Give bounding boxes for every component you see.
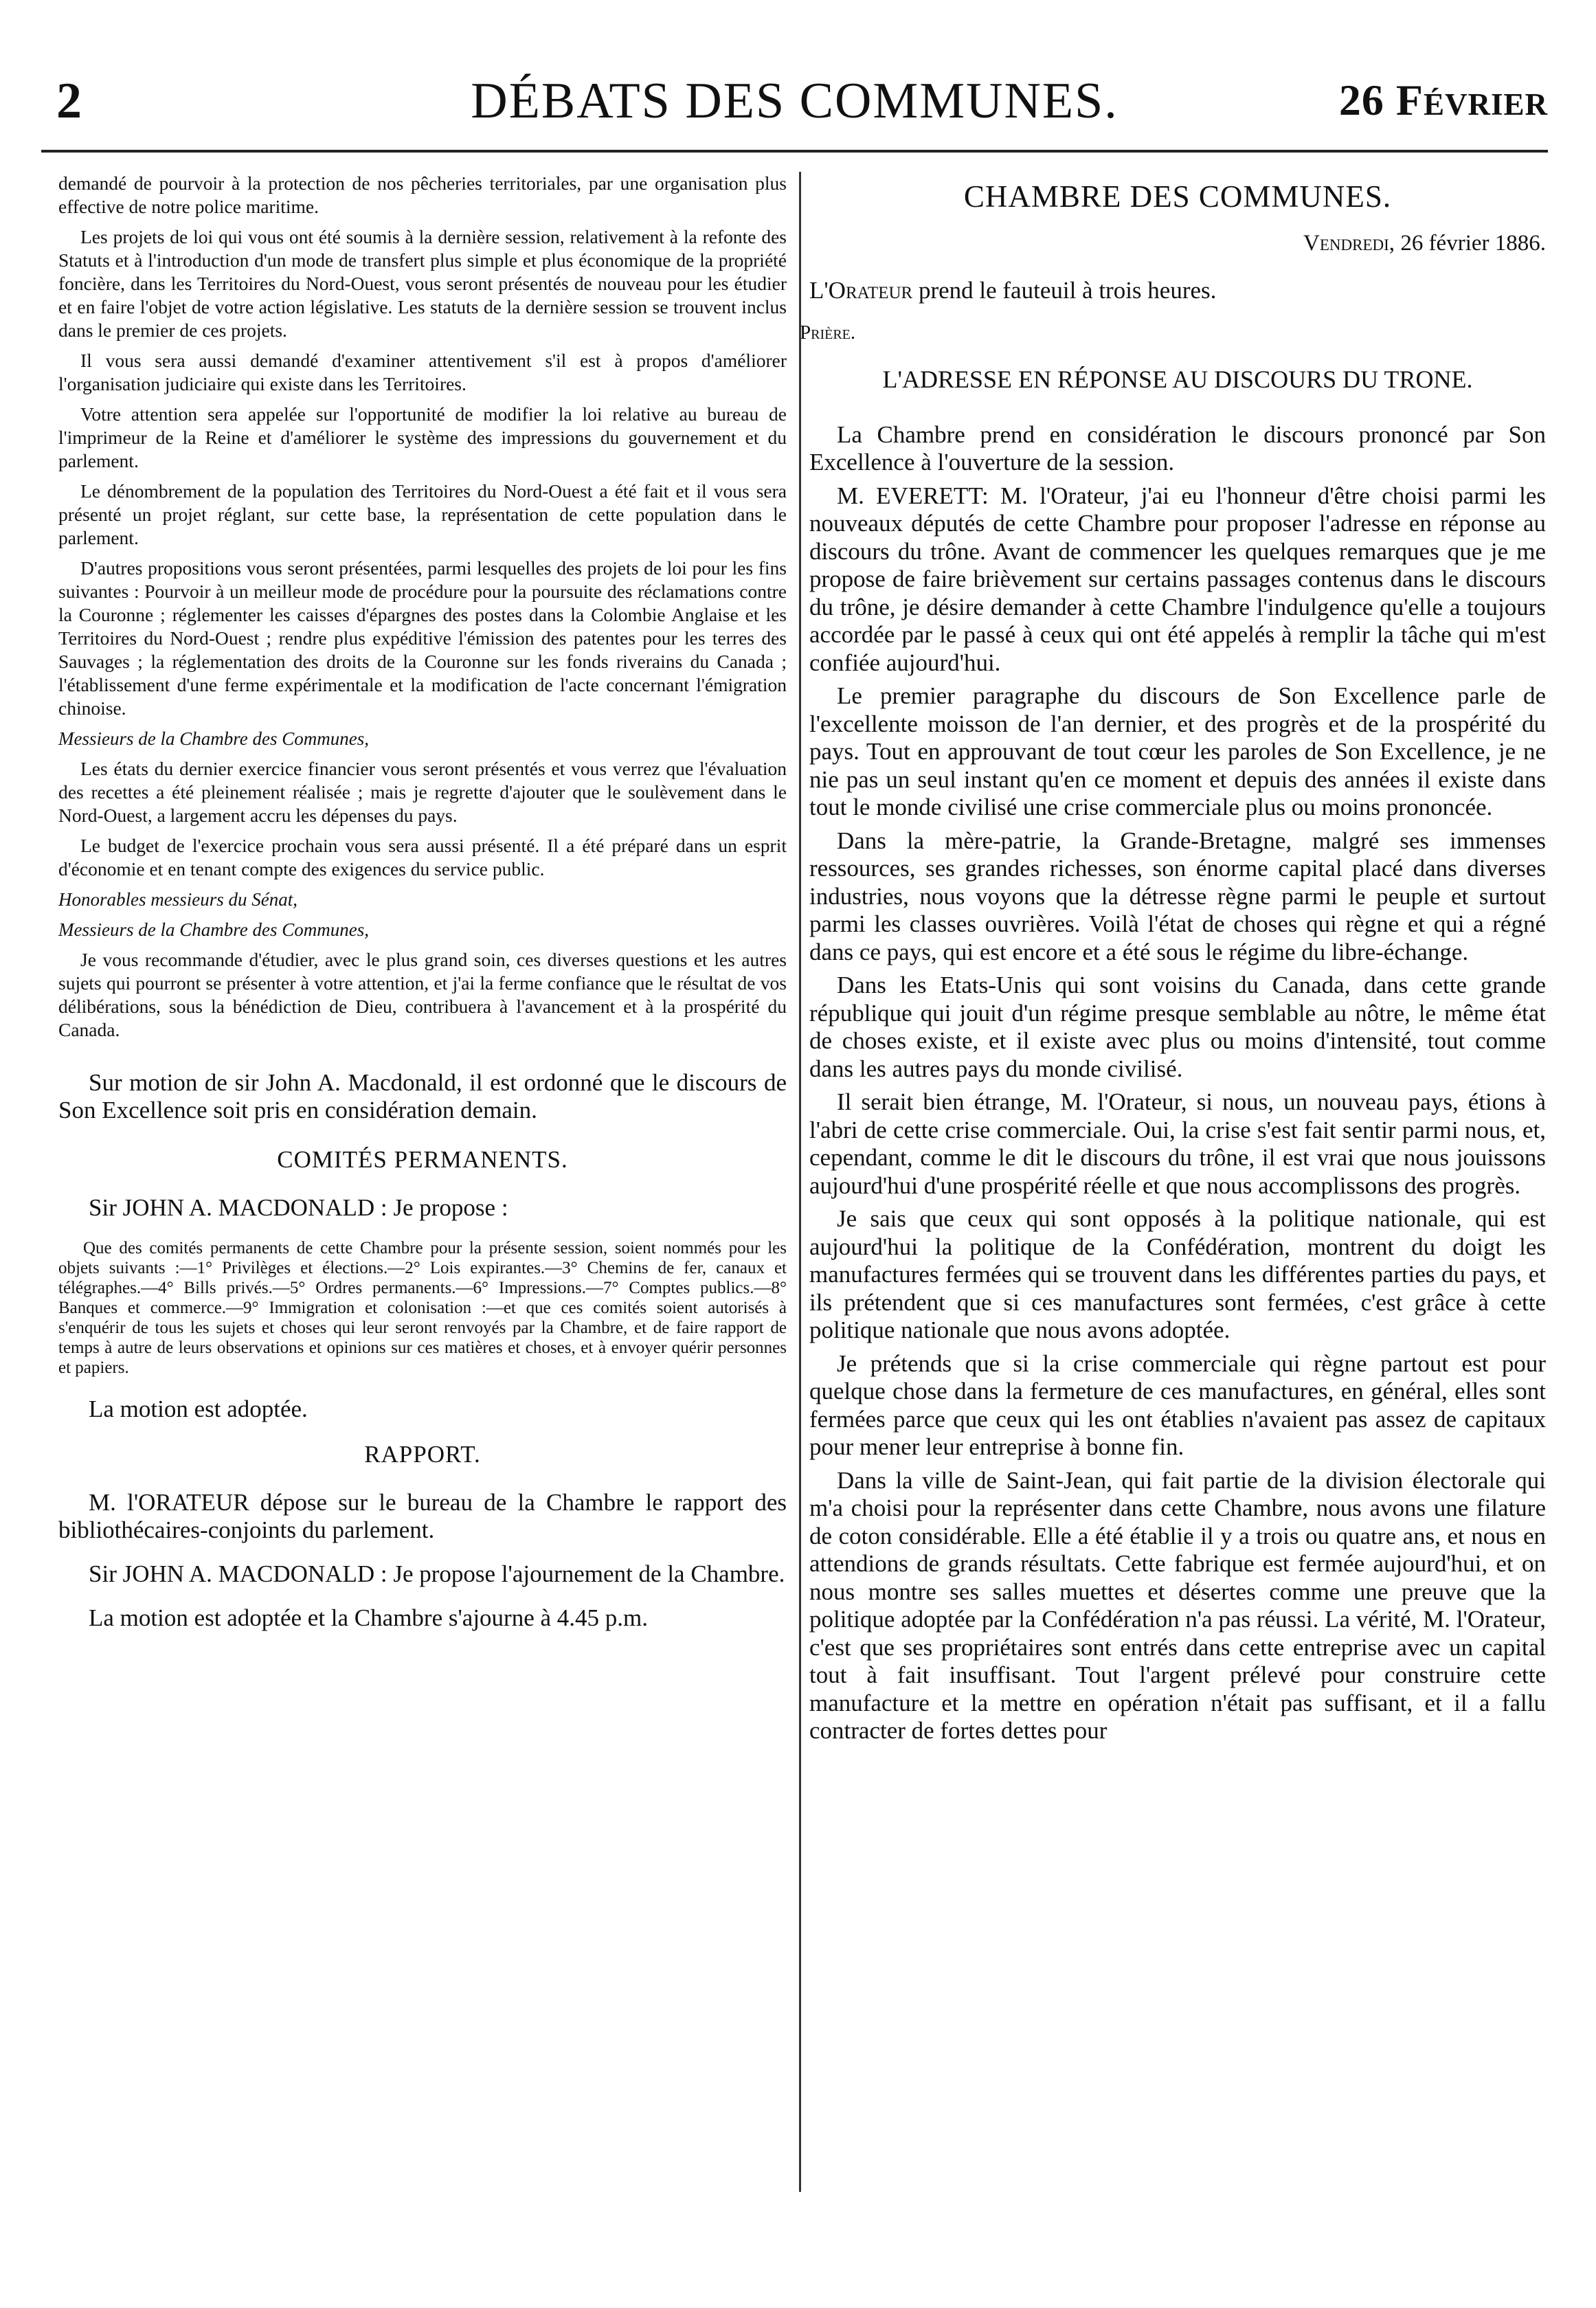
paragraph: Le premier paragraphe du discours de Son Excellence parle de l'excellente moisson de l'an dernier, et des progrès et de la prospérité du pays. Tout en approuvant de tout cœur les paroles de Son Excellence, je ne nie pas un seul instant qu'en ce moment et depuis des années il existe dans tout le monde civilisé une crise commerciale plus ou moins prononcée. (809, 682, 1546, 820)
orateur-text: prend le fauteuil à trois heures. (918, 277, 1217, 304)
orateur-line (809, 277, 1546, 305)
paragraph: Votre attention sera appelée sur l'opportunité de modifier la loi relative au bureau de l'imprimeur de la Reine et d'améliorer le système des impressions du gouvernement et du parlement. (58, 403, 787, 471)
paragraph: Je sais que ceux qui sont opposés à la politique nationale, qui est aujourd'hui la politique de la Confédération, montrent du doigt les manufactures fermées qui se trouvent dans les différentes parties du pays, et ils prétendent que si ces manufactures sont fermées, c'est grâce à cette politique nationale que nous avons adoptée. (809, 1205, 1546, 1343)
sitting-date-text: 26 février 1886. (1400, 231, 1546, 256)
motion-adopted: La motion est adoptée. (89, 1396, 308, 1422)
page-header (41, 65, 1548, 127)
section-heading: COMITÉS PERMANENTS. (277, 1146, 568, 1173)
debate-text (809, 421, 1546, 1745)
paragraph: Les projets de loi qui vous ont été soumis à la dernière session, relativement à la refonte des Statuts et à l'introduction d'un mode de transfert plus simple et plus économique de la propriété foncière, dans les Territoires du Nord-Ouest, vous seront présentés de nouveau pour les étudier et en faire l'objet de votre action législative. Les statuts de la dernière session se trouvent inclus dans le premier de ces projets. (58, 226, 787, 341)
column-divider (799, 172, 801, 2192)
paragraph: Il vous sera aussi demandé d'examiner attentivement s'il est à propos d'améliorer l'organisation judiciaire qui existe dans les Territoires. (58, 350, 787, 394)
priere: Prière. (800, 321, 856, 344)
paragraph: Dans la mère-patrie, la Grande-Bretagne, malgré ses immenses ressources, ses grandes richesses, son énorme capital placé dans diverses industries, nous voyons que la détresse règne parmi le peuple et surtout parmi les classes ouvrières. Voilà l'état de choses qui règne et qui a régné dans ce pays, qui est encore et a été sous le régime du libre-échange. (809, 827, 1546, 965)
motion-text: Sur motion de sir John A. Macdonald, il est ordonné que le discours de Son Excellence soit pris en considération demain. (58, 1069, 787, 1123)
chamber-heading: CHAMBRE DES COMMUNES. (963, 179, 1392, 214)
paragraph: La Chambre prend en considération le discours prononcé par Son Excellence à l'ouverture de la session. (809, 421, 1546, 475)
adjournment-proposal: Sir JOHN A. MACDONALD : Je propose l'ajournement de la Chambre. (89, 1560, 785, 1587)
address-line: Messieurs de la Chambre des Communes, (58, 919, 369, 940)
header-date: 26 Février (1338, 76, 1548, 124)
header-rule (41, 150, 1548, 153)
paragraph: Dans les Etats-Unis qui sont voisins du Canada, dans cette grande république qui jouit d'un régime presque semblable au nôtre, le même état de choses existe, et il existe avec plus ou moins d'intensité, tout comme dans les autres pays du monde civilisé. (809, 972, 1546, 1082)
paragraph: Je vous recommande d'étudier, avec le plus grand soin, ces diverses questions et les autres sujets qui pourront se présenter à votre attention, et j'ai la ferme confiance que le résultat de vos délibérations, sous la bénédiction de Dieu, contribuera à l'avancement et à la prospérité du Canada. (58, 949, 787, 1040)
paragraph: demandé de pourvoir à la protection de nos pêcheries territoriales, par une organisation plus effective de notre police maritime. (58, 172, 787, 217)
paragraph: Je prétends que si la crise commerciale qui règne partout est pour quelque chose dans la fermeture de ces manufactures, en général, elles sont fermées parce que ceux qui les ont établies n'avaient pas assez de capitaux pour mener leur entreprise à bonne fin. (809, 1349, 1546, 1460)
orateur-label: L'Orateur (809, 277, 913, 304)
paragraph: Le budget de l'exercice prochain vous sera aussi présenté. Il a été préparé dans un esprit d'économie et en tenant compte des exigences du service public. (58, 835, 787, 879)
adjournment-adopted: La motion est adoptée et la Chambre s'ajourne à 4.45 p.m. (89, 1604, 648, 1631)
sitting-day: Vendredi, (1303, 231, 1395, 256)
left-column (58, 172, 787, 1648)
paragraph: Le dénombrement de la population des Territoires du Nord-Ouest a été fait et il vous sera présenté un projet réglant, sur cette base, la représentation de cette population dans le parlement. (58, 480, 787, 548)
section-heading: RAPPORT. (364, 1441, 481, 1468)
sitting-date (809, 231, 1546, 256)
page-number: 2 (56, 73, 82, 129)
publication-title: DÉBATS DES COMMUNES. (471, 73, 1119, 129)
paragraph: Il serait bien étrange, M. l'Orateur, si nous, un nouveau pays, étions à l'abri de cette crise commerciale. Oui, la crise s'est fait sentir parmi nous, et, cependant, comme le dit le discours du trône, il est vrai que nous jouissons aujourd'hui d'une prospérité réelle et que nous accomplissons des progrès. (809, 1088, 1546, 1199)
paragraph: D'autres propositions vous seront présentées, parmi lesquelles des projets de loi pour les fins suivantes : Pourvoir à un meilleur mode de procédure pour la poursuite des réclamations contre la Couronne ; réglementer les caisses d'épargnes des postes dans la Colombie Anglaise et les Territoires du Nord-Ouest ; rendre plus expéditive l'émission des patentes pour les terres des Sauvages ; la réglementation des droits de la Couronne sur les fonds riverains du Canada ; l'établissement d'une ferme expérimentale et la modification de l'acte concernant l'émigration chinoise. (58, 557, 787, 719)
paragraph: Les états du dernier exercice financier vous seront présentés et vous verrez que l'évaluation des recettes a été pleinement réalisée ; mais je regrette d'ajouter que le soulèvement dans le Nord-Ouest, a largement accru les dépenses du pays. (58, 758, 787, 826)
paragraph: M. EVERETT: M. l'Orateur, j'ai eu l'honneur d'être choisi parmi les nouveaux députés de cette Chambre pour proposer l'adresse en réponse au discours du trône. Avant de commencer les quelques remarques que je me propose de faire brièvement sur certains passages contenus dans le discours du trône, je désire demander à cette Chambre l'indulgence qu'elle a toujours accordée par le passé à ceux qui ont été appelés à remplir la tâche qui m'est confiée aujourd'hui. (809, 482, 1546, 676)
report-text: M. l'ORATEUR dépose sur le bureau de la Chambre le rapport des bibliothécaires-conjoints du parlement. (58, 1489, 787, 1543)
speech-from-throne-continued (58, 172, 787, 1042)
address-line: Messieurs de la Chambre des Communes, (58, 728, 369, 749)
address-line: Honorables messieurs du Sénat, (58, 889, 297, 910)
proposal-line: Sir JOHN A. MACDONALD : Je propose : (89, 1194, 508, 1221)
committees-text: Que des comités permanents de cette Chambre pour la présente session, soient nommés pour les objets suivants :—1° Privilèges et élections.—2° Lois expirantes.—3° Chemins de fer, canaux et télégraphes.—4° Bills privés.—5° Ordres permanents.—6° Impressions.—7° Comptes publics.—8° Banques et commerce.—9° Immigration et colonisation :—et que ces comités soient autorisés à s'enquérir de tous les sujets et choses qui leur seront renvoyés par la Chambre, et de faire rapport de temps à autre de leurs observations et opinions sur ces matières et choses, et à envoyer quérir personnes et papiers. (58, 1239, 787, 1377)
paragraph: Dans la ville de Saint-Jean, qui fait partie de la division électorale qui m'a choisi pour la représenter dans cette Chambre, nous avons une filature de coton considérable. Elle a été établie il y a trois ou quatre ans, et nous en attendions de grands résultats. Cette fabrique est fermée aujourd'hui, et on nous montre ses salles muettes et désertes comme une preuve que la politique adoptée par la Confédération n'a pas réussi. La vérité, M. l'Orateur, c'est que ses propriétaires sont entrés dans cette entreprise avec un capital tout à fait insuffisant. Tout l'argent prélevé pour construire cette manufacture et la mettre en opération n'était pas suffisant, et il a fallu contracter de fortes dettes pour (809, 1466, 1546, 1744)
right-column (800, 172, 1546, 1751)
section-heading: L'ADRESSE EN RÉPONSE AU DISCOURS DU TRONE. (882, 365, 1473, 393)
